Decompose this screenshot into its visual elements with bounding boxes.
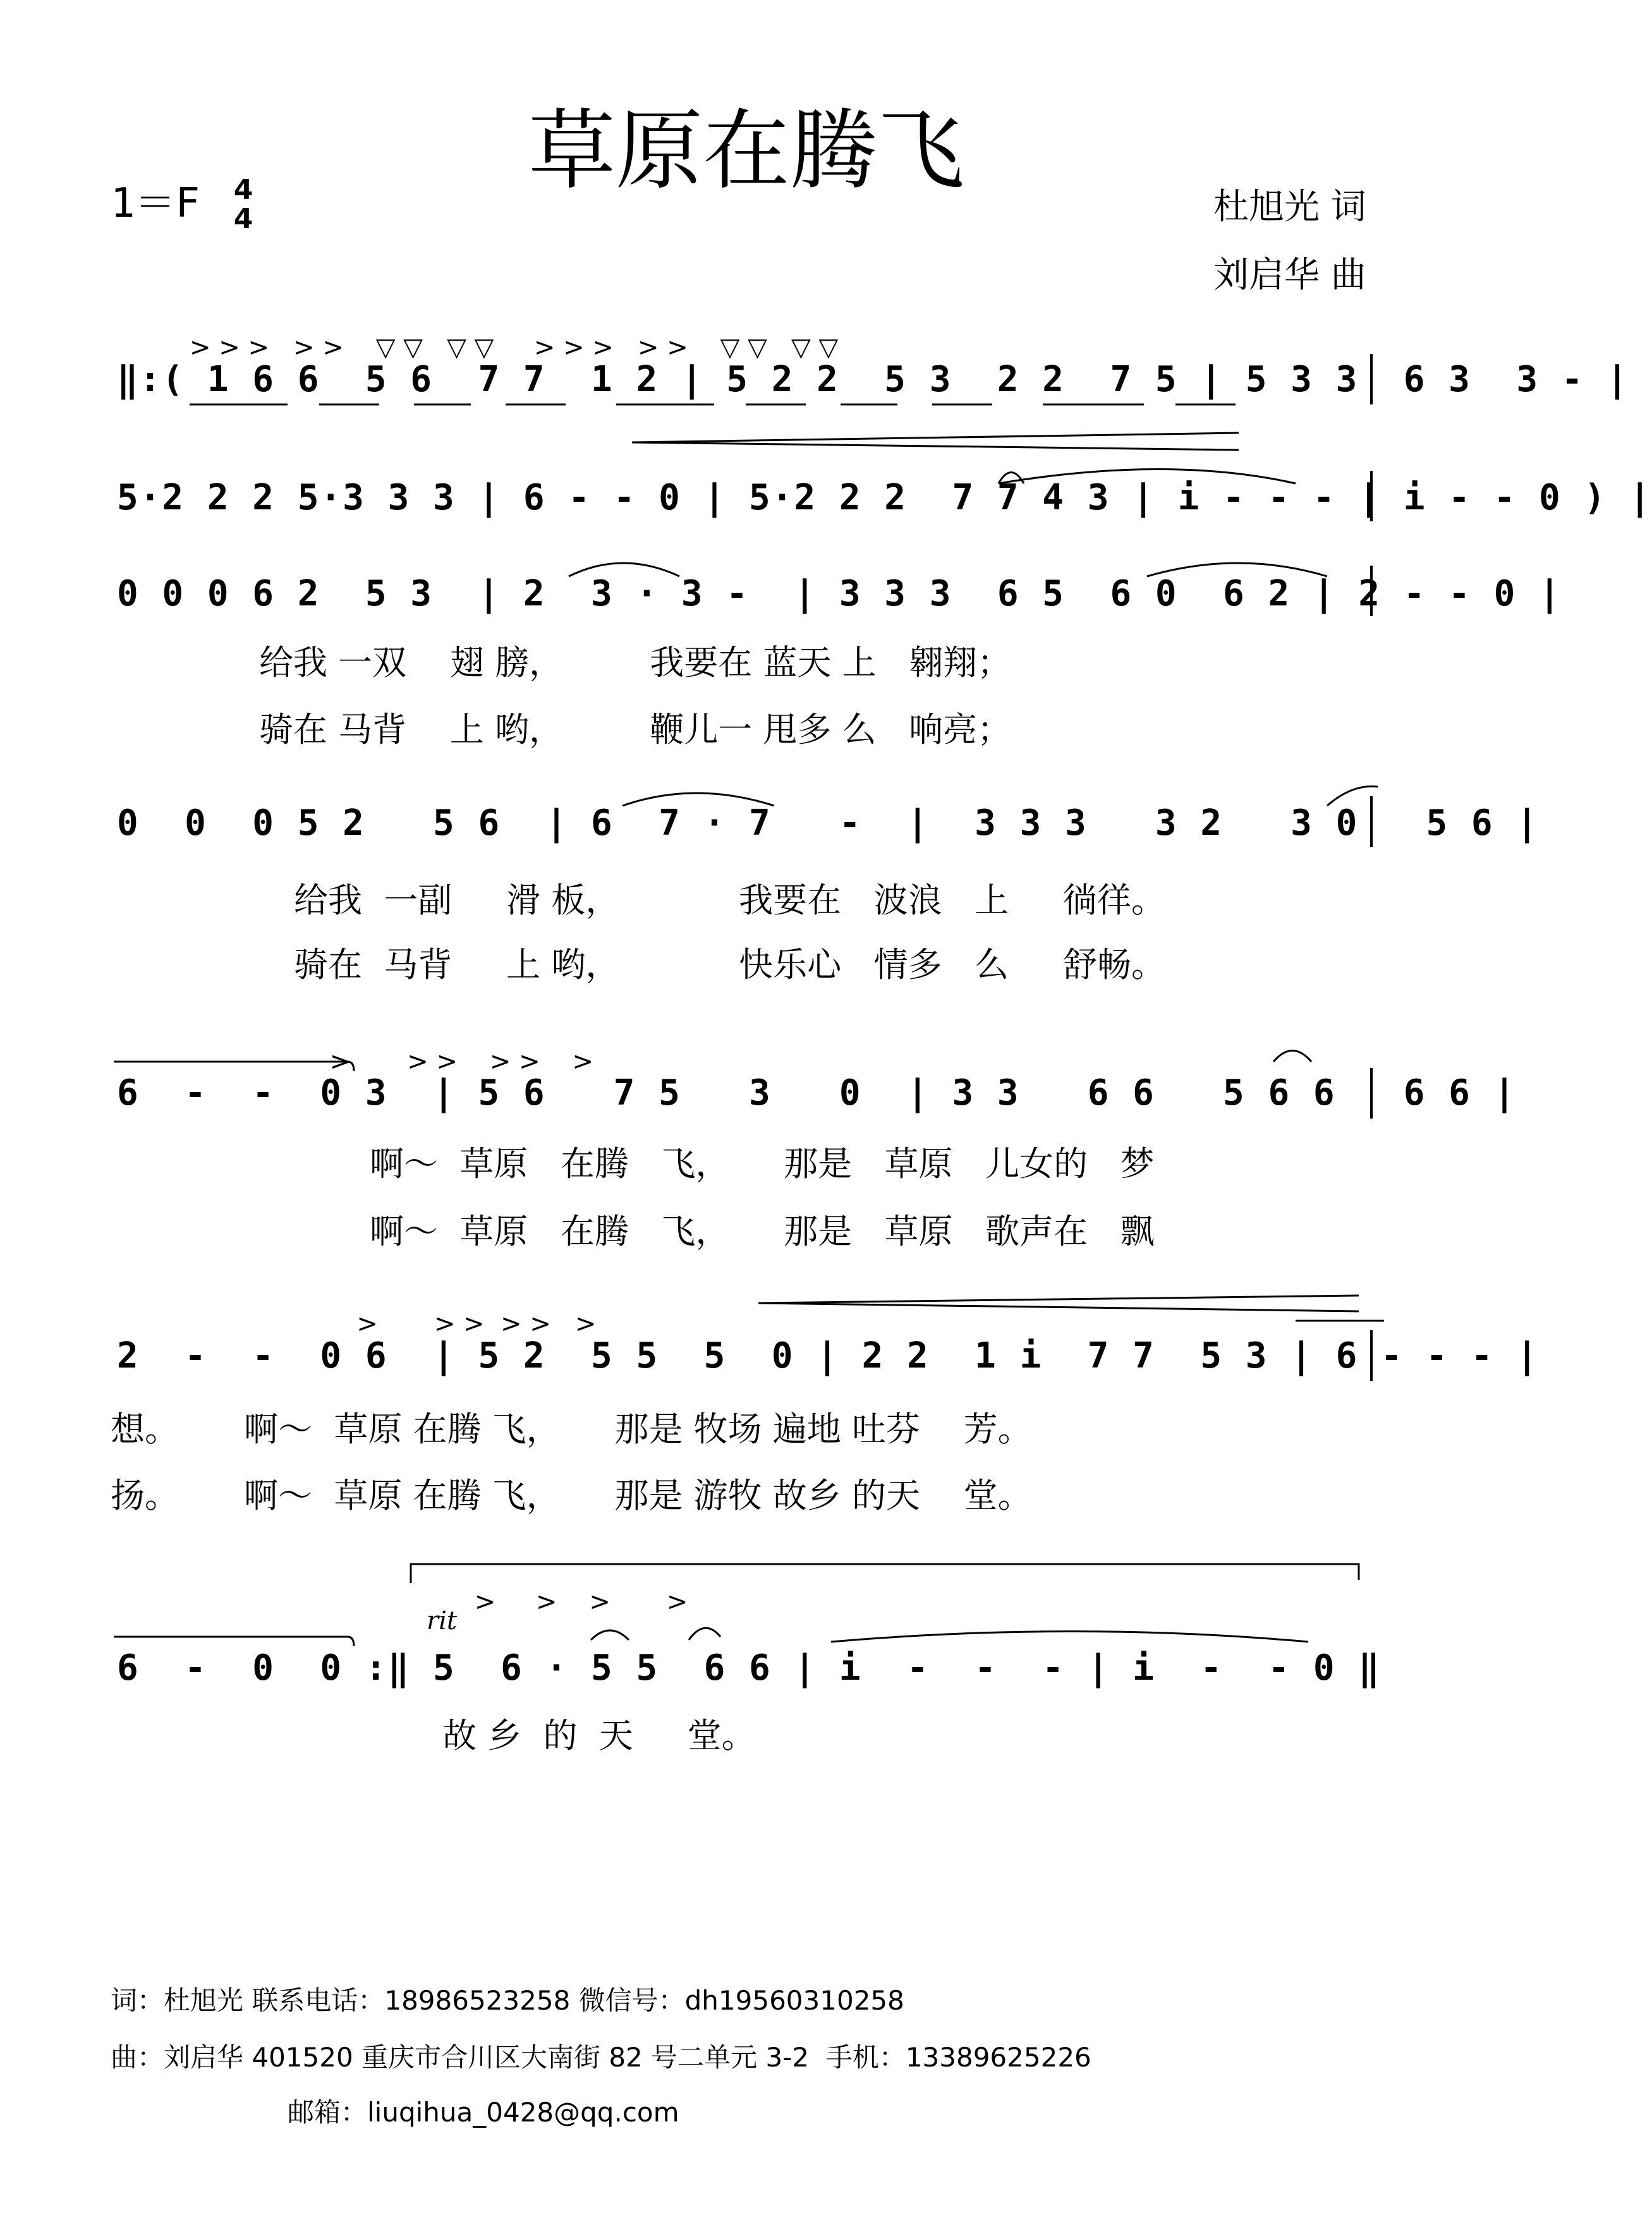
- song-title: 草原在腾飞: [528, 100, 964, 202]
- notation-system-3: 0 0 0 6 2 5 3 | 2 3 · 3 - | 3 3 3 6 5 6 0 6 2 | 2 - - 0 |: [117, 573, 1562, 614]
- accent-marks-system-5: > > > > > >: [265, 1047, 593, 1076]
- lyrics-system-5-verse-2: 啊～ 草原 在腾 飞， 那是 草原 歌声在 飘: [370, 1211, 1155, 1251]
- notation-system-5: 6 - - 0 3 | 5 6 7 5 3 0 | 3 3 6 6 5 6 6 6 6 |: [117, 1072, 1517, 1113]
- credit-lyricist-contact: 词：杜旭光 联系电话：18986523258 微信号：dh19560310258: [111, 1985, 904, 2016]
- accent-marks-system-6: > > > > > >: [284, 1309, 597, 1338]
- notation-system-4: 0 0 0 5 2 5 6 | 6 7 · 7 - | 3 3 3 3 2 3 0 5 6 |: [117, 803, 1540, 844]
- notation-system-1: ‖:( 1 6 6 5 6 7 7 1 2 | 5 2 2 5 3 2 2 7 5 | 5 3 3 6 3 3 - |: [117, 359, 1629, 400]
- key-signature: 1＝F: [111, 180, 200, 227]
- lyrics-system-3-verse-2: 骑在 马背 上 哟， 鞭儿一 甩多 么 响亮；: [259, 710, 1012, 749]
- notation-system-6: 2 - - 0 6 | 5 2 5 5 5 0 | 2 2 1 i 7 7 5 3 | 6 - - - |: [117, 1335, 1540, 1376]
- lyrics-system-7: 故 乡 的 天 堂。: [442, 1716, 756, 1756]
- lyrics-system-4-verse-1: 给我 一副 滑 板， 我要在 波浪 上 徜徉。: [294, 880, 1165, 920]
- lyrics-system-6-verse-1: 想。 啊～ 草原 在腾 飞， 那是 牧场 遍地 吐芬 芳。: [111, 1409, 1032, 1449]
- time-signature-top: 4: [233, 174, 253, 206]
- lyrics-system-4-verse-2: 骑在 马背 上 哟， 快乐心 情多 么 舒畅。: [294, 945, 1165, 985]
- accent-marks-system-1: > > > > > ▽ ▽ ▽ ▽ > > > > > ▽ ▽ ▽ ▽: [190, 333, 839, 362]
- tempo-mark-rit: rit: [427, 1606, 457, 1635]
- notation-system-2: 5·2 2 2 5·3 3 3 | 6 - - 0 | 5·2 2 2 7 7 4 3 | i - - - | i - - 0 ) |: [117, 477, 1652, 518]
- accent-marks-system-7: > > > >: [442, 1587, 688, 1617]
- time-signature-bottom: 4: [233, 203, 253, 235]
- lyrics-system-3-verse-1: 给我 一双 翅 膀， 我要在 蓝天 上 翱翔；: [259, 643, 1012, 683]
- notation-system-7: 6 - 0 0 :‖ 5 6 · 5 5 6 6 | i - - - | i - - 0 ‖: [117, 1647, 1382, 1689]
- lyrics-system-5-verse-1: 啊～ 草原 在腾 飞， 那是 草原 儿女的 梦: [370, 1144, 1155, 1184]
- credit-email: 邮箱：liuqihua_0428@qq.com: [288, 2097, 679, 2128]
- composer-credit: 刘启华 曲: [1213, 255, 1366, 296]
- lyrics-system-6-verse-2: 扬。 啊～ 草原 在腾 飞， 那是 游牧 故乡 的天 堂。: [111, 1476, 1032, 1515]
- lyricist-credit: 杜旭光 词: [1213, 186, 1366, 228]
- credit-composer-contact: 曲：刘启华 401520 重庆市合川区大南街 82 号二单元 3-2 手机：13389625226: [111, 2042, 1091, 2073]
